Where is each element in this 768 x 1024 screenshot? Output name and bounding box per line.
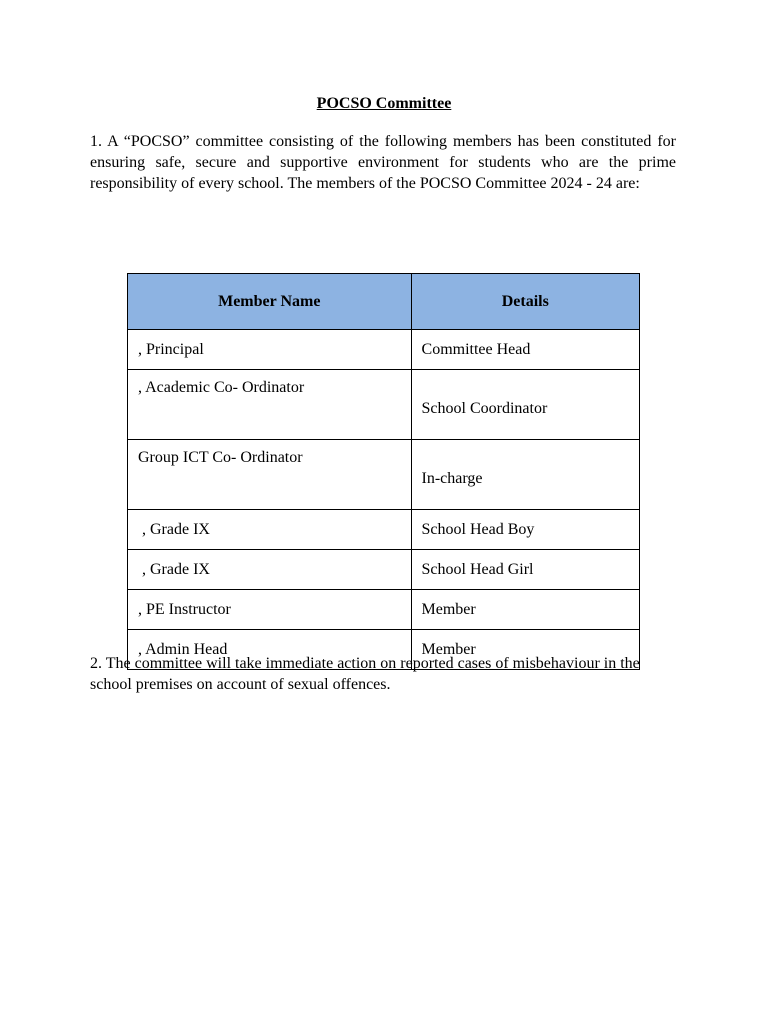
member-name-cell: , Grade IX (128, 550, 412, 590)
committee-members-table (127, 273, 640, 670)
details-cell: School Head Girl (411, 550, 639, 590)
details-cell: Member (411, 630, 639, 670)
details-cell: School Coordinator (411, 370, 639, 440)
details-cell: Committee Head (411, 330, 639, 370)
member-name-cell: Group ICT Co- Ordinator (128, 440, 412, 510)
details-cell: Member (411, 590, 639, 630)
member-name-cell: , Principal (128, 330, 412, 370)
closing-paragraph: 2. The committee will take immediate action on reported cases of misbehaviour in the school premises on account of sexual offences. (90, 655, 640, 693)
table-row (128, 510, 640, 550)
member-name-cell: , PE Instructor (128, 590, 412, 630)
table-header-row (128, 274, 640, 330)
member-name-cell: , Admin Head (128, 630, 412, 670)
header-details: Details (411, 274, 639, 330)
document-title: POCSO Committee (316, 95, 452, 112)
table-row (128, 440, 640, 510)
member-name-cell: , Academic Co- Ordinator (128, 370, 412, 440)
header-member-name: Member Name (128, 274, 412, 330)
details-cell: School Head Boy (411, 510, 639, 550)
table-row (128, 550, 640, 590)
table-row (128, 330, 640, 370)
intro-paragraph: 1. A “POCSO” committee consisting of the following members has been constituted for ensuring safe, secure and supportive environment for students who are the prime responsibility of every school. The members of the POCSO Committee 2024 - 24 are: (90, 133, 676, 192)
details-cell: In-charge (411, 440, 639, 510)
table-row (128, 590, 640, 630)
member-name-cell: , Grade IX (128, 510, 412, 550)
table-row (128, 370, 640, 440)
